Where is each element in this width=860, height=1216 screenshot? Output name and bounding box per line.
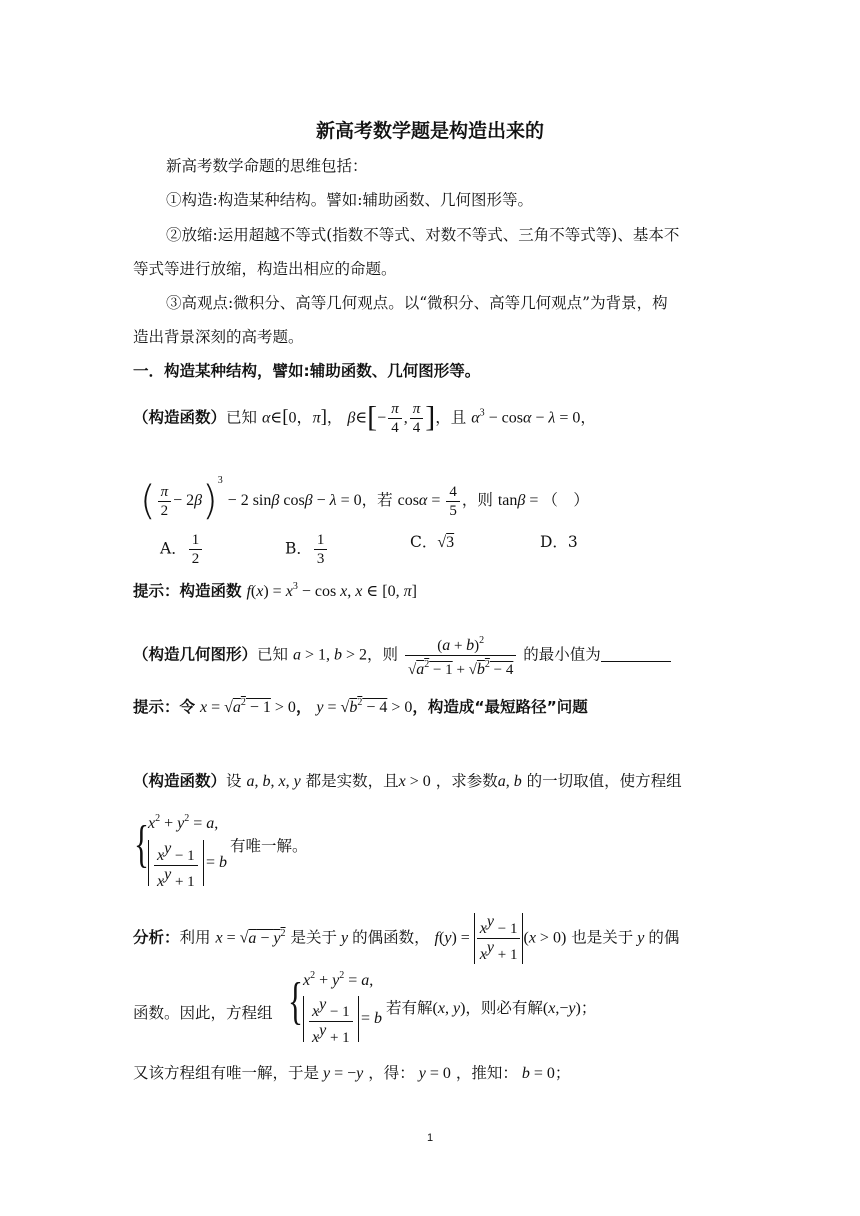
document-page: 新高考数学题是构造出来的 新高考数学命题的思维包括： ①构造:构造某种结构。譬如:辅助函数、几何图形等。 ②放缩:运用超越不等式(指数不等式、对数不等式、三角不等式等)、基本不 等式等进行放缩，构造出相应的命题。 ③高观点:微积分、高等几何观点。以“微积分、高等几何观点”为背景，构 造出背景深刻的高考题。 一．构造某种结构，譬如:辅助函数、几何图形等。 （构造函数）已知 α∈[0，π]， β∈[− $\frac{\pi}{4}$ , $\frac{\pi}{4}$ ]，且 $\alpha^3 - \cos\alpha - \lambda = 0$， ( $\frac{\pi}{2}$ − 2β)$^3$ − 2 sinβ cosβ − λ = 0，若 cosα = $\frac{4}{5}$ ，则 tanβ = （ ） A． $\frac{1}{2}$ B． $\frac{1}{3}$ C．√3 D．3 提示：构造函数 $f(x) = x^3 - \cos x$, x ∈ [0, π] （构造几何图形）已知 a > 1, b > 2，则 $\frac{(a + b)^2}{√a^2 - 1 + √b^2 - 4}$ 的最小值为 提示：令 $x = √a^2 - 1 > 0$， $y = √b^2 - 4 > 0$，构造成“最短路径”问题 （构造函数）设 a, b, x, y 都是实数，且x > 0 ，求参数a, b 的一切取值，使方程组 { $x^2 + y^2 = a$, $\frac{x^y - 1}{x^y + 1}$ = b 有唯一解。 分析：利用 $x = √a - y^2$ 是关于 y 的偶函数， f(y) = $\frac{x^y - 1}{x^y + 1}$ (x > 0) 也是关于 y 的偶 函数。因此，方程组 { $x^2 + y^2 = a$, $\frac{x^y - 1}{x^y + 1}$ = b 若有解(x, y)，则必有解(x,−y)； 又该方程组有唯一解，于是 y = −y ，得： y = 0 ，推知： b = 0； 1 [0,0,860,1216]
hint-1: 提示：构造函数 $f(x) = x^3 - \cos x$, x ∈ [0, π] [133,581,417,600]
intro-line-2: ①构造:构造某种结构。譬如:辅助函数、几何图形等。 [166,191,533,209]
intro-line-6: 造出背景深刻的高考题。 [133,328,304,346]
section-heading: 一．构造某种结构，譬如:辅助函数、几何图形等。 [133,362,481,380]
problem-1-line-1: （构造函数）已知 α∈[0，π]， β∈[− $\frac{\pi}{4}$ , $\frac{\pi}{4}$ ]，且 $\alpha^3 - \cos\alpha - \lambda = 0$， [133,400,596,436]
option-a: A． $\frac{1}{2}$ [160,531,204,568]
problem-3-line-1: （构造函数）设 a, b, x, y 都是实数，且x > 0 ，求参数a, b 的一切取值，使方程组 [133,772,682,790]
intro-line-3: ②放缩:运用超越不等式(指数不等式、对数不等式、三角不等式等)、基本不 [166,226,680,244]
problem-label: （构造函数） [133,408,227,427]
analysis-line-1: 分析：利用 $x = √a - y^2$ 是关于 y 的偶函数， f(y) = $\frac{x^y - 1}{x^y + 1}$ (x > 0) 也是关于 y 的偶 [133,913,680,963]
page-number: 1 [426,1132,434,1144]
problem-1-line-2: ( $\frac{\pi}{2}$ − 2β)$^3$ − 2 sinβ cosβ − λ = 0，若 cosα = $\frac{4}{5}$ ，则 tanβ = （ ） [140,475,589,524]
intro-line-1: 新高考数学命题的思维包括： [166,157,368,175]
option-b: B． $\frac{1}{3}$ [285,531,329,568]
option-d: D．3 [540,533,578,551]
intro-line-4: 等式等进行放缩，构造出相应的命题。 [133,260,397,278]
problem-2: （构造几何图形）已知 a > 1, b > 2，则 $\frac{(a + b)^2}{√a^2 - 1 + √b^2 - 4}$ 的最小值为 [133,632,671,679]
intro-line-5: ③高观点:微积分、高等几何观点。以“微积分、高等几何观点”为背景，构 [166,294,668,312]
hint-2: 提示：令 $x = √a^2 - 1 > 0$， $y = √b^2 - 4 > 0$，构造成“最短路径”问题 [133,697,588,716]
analysis-line-3: 又该方程组有唯一解，于是 y = −y ，得： y = 0 ，推知： b = 0； [133,1064,571,1082]
answer-blank[interactable] [601,647,671,662]
page-title: 新高考数学题是构造出来的 [315,120,544,142]
option-c: C．√3 [410,533,455,551]
